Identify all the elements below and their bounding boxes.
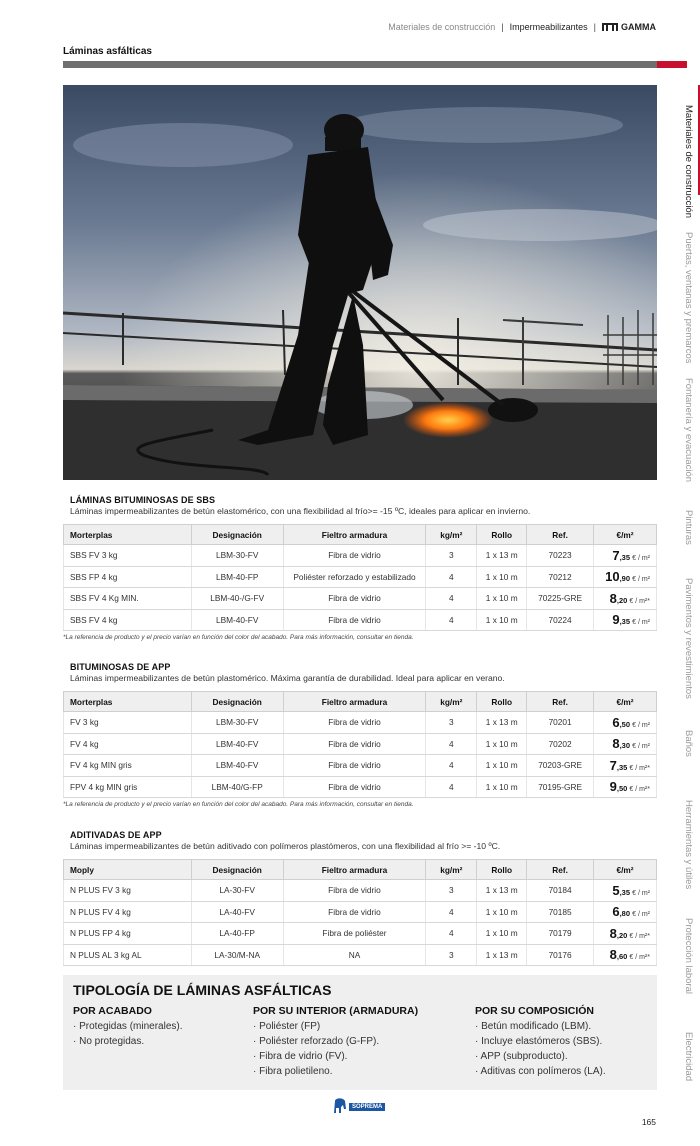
cell-ref: 70176: [527, 944, 594, 966]
product-table: [63, 691, 657, 798]
cell-name: N PLUS FV 3 kg: [64, 880, 192, 902]
cell-name: FPV 4 kg MIN gris: [64, 776, 192, 798]
col-header: Moply: [64, 860, 192, 880]
cell-kg: 4: [426, 776, 477, 798]
price-decimals: ,50: [619, 719, 633, 729]
cell-fieltro: NA: [283, 944, 426, 966]
price-integer: 8: [609, 925, 617, 941]
cell-ref: 70202: [527, 733, 594, 755]
col-header: €/m²: [594, 692, 657, 712]
breadcrumb-separator: |: [593, 22, 596, 32]
cell-name: SBS FV 4 kg: [64, 609, 192, 631]
cell-fieltro: Poliéster reforzado y estabilizado: [283, 566, 426, 588]
price-decimals: ,35: [619, 887, 633, 897]
price-unit: € / m²*: [629, 954, 650, 962]
cell-fieltro: Fibra de vidrio: [283, 545, 426, 567]
typology-item: · Fibra polietileno.: [253, 1066, 333, 1077]
cell-rollo: 1 x 10 m: [477, 901, 527, 923]
col-header: kg/m²: [426, 860, 477, 880]
price-decimals: ,20: [616, 595, 630, 605]
table-row: [64, 901, 657, 923]
price-integer: 9: [609, 779, 617, 795]
typology-heading: POR ACABADO: [73, 1005, 152, 1017]
page-title: Láminas asfálticas: [63, 46, 152, 57]
price-decimals: ,90: [619, 574, 633, 584]
cell-des: LBM-30-FV: [191, 545, 283, 567]
price-integer: 8: [612, 736, 620, 752]
cell-des: LBM-40/G-FP: [191, 776, 283, 798]
cell-kg: 4: [426, 566, 477, 588]
price-integer: 7: [609, 757, 617, 773]
col-header: Rollo: [477, 525, 527, 545]
logo-wordmark: SOPREMA: [349, 1103, 385, 1111]
price-unit: € / m²*: [629, 786, 650, 794]
price-unit: € / m²: [632, 743, 650, 751]
table-block-aditivadas: [63, 830, 657, 966]
cell-rollo: 1 x 10 m: [477, 566, 527, 588]
cell-ref: 70201: [527, 712, 594, 734]
cell-fieltro: Fibra de vidrio: [283, 609, 426, 631]
cell-fieltro: Fibra de vidrio: [283, 755, 426, 777]
typology-column-interior: [253, 1005, 418, 1079]
brand-logo: [602, 22, 656, 32]
price-decimals: ,20: [616, 930, 630, 940]
price-integer: 8: [609, 947, 617, 963]
cell-fieltro: Fibra de vidrio: [283, 733, 426, 755]
cell-rollo: 1 x 10 m: [477, 923, 527, 945]
price-unit: € / m²: [632, 554, 650, 562]
col-header: Designación: [191, 860, 283, 880]
cell-price: [594, 733, 657, 755]
cell-name: FV 4 kg: [64, 733, 192, 755]
cell-name: N PLUS FV 4 kg: [64, 901, 192, 923]
col-header: Fieltro armadura: [283, 692, 426, 712]
breadcrumb-impermeabilizantes[interactable]: Impermeabilizantes: [509, 22, 588, 32]
cell-name: SBS FP 4 kg: [64, 566, 192, 588]
table-row: [64, 776, 657, 798]
table-header-row: [64, 692, 657, 712]
typology-heading: POR SU COMPOSICIÓN: [475, 1005, 595, 1017]
table-row: [64, 923, 657, 945]
col-header: Morterplas: [64, 692, 192, 712]
table-row: [64, 566, 657, 588]
col-header: kg/m²: [426, 525, 477, 545]
cell-name: N PLUS FP 4 kg: [64, 923, 192, 945]
cell-kg: 3: [426, 545, 477, 567]
price-decimals: ,35: [619, 552, 633, 562]
cell-ref: 70223: [527, 545, 594, 567]
table-description: Láminas impermeabilizantes de betún aditivado con polímeros plastómeros, con una flexibilidad al frío >= -10 ºC.: [70, 841, 501, 851]
cell-price: [594, 545, 657, 567]
table-row: [64, 588, 657, 610]
table-title: ADITIVADAS DE APP: [70, 830, 162, 840]
cell-name: SBS FV 4 Kg MIN.: [64, 588, 192, 610]
page-number: 165: [641, 1117, 656, 1127]
cell-rollo: 1 x 13 m: [477, 712, 527, 734]
cell-des: LBM-30-FV: [191, 712, 283, 734]
col-header: Ref.: [527, 860, 594, 880]
price-decimals: ,35: [616, 762, 630, 772]
side-tab-fontaneria[interactable]: Fontanería y evacuación: [683, 378, 694, 483]
cell-price: [594, 901, 657, 923]
price-decimals: ,60: [616, 952, 630, 962]
table-row: [64, 944, 657, 966]
price-decimals: ,30: [619, 741, 633, 751]
cell-kg: 3: [426, 712, 477, 734]
cell-des: LA-30/M-NA: [191, 944, 283, 966]
cell-kg: 4: [426, 733, 477, 755]
side-tab-herramientas[interactable]: Herramientas y útiles: [683, 800, 694, 890]
typology-item: · Aditivas con polímeros (LA).: [475, 1066, 606, 1077]
cell-des: LBM-40-FV: [191, 609, 283, 631]
side-tab-banos[interactable]: Baños: [683, 730, 694, 757]
cell-ref: 70225-GRE: [527, 588, 594, 610]
cell-rollo: 1 x 10 m: [477, 609, 527, 631]
cell-fieltro: Fibra de vidrio: [283, 776, 426, 798]
cell-fieltro: Fibra de vidrio: [283, 588, 426, 610]
price-decimals: ,50: [616, 784, 630, 794]
breadcrumb-materiales[interactable]: Materiales de construcción: [388, 22, 496, 32]
side-tab-pavimentos[interactable]: Pavimentos y revestimientos: [683, 578, 694, 699]
roofer-silhouette-image: [63, 85, 657, 480]
cell-kg: 3: [426, 944, 477, 966]
cell-name: FV 3 kg: [64, 712, 192, 734]
cell-price: [594, 776, 657, 798]
table-row: [64, 545, 657, 567]
breadcrumb-separator: |: [501, 22, 504, 32]
table-description: Láminas impermeabilizantes de betún elastomérico, con una flexibilidad al frío>= -15 ºC, ideales para aplicar en invierno.: [70, 506, 531, 516]
cell-rollo: 1 x 13 m: [477, 545, 527, 567]
cell-kg: 4: [426, 923, 477, 945]
price-unit: € / m²: [632, 619, 650, 627]
typology-item: · Poliéster (FP): [253, 1021, 321, 1032]
cell-des: LBM-40-FP: [191, 566, 283, 588]
price-unit: € / m²: [632, 889, 650, 897]
price-integer: 7: [612, 547, 620, 563]
cell-ref: 70224: [527, 609, 594, 631]
col-header: Designación: [191, 525, 283, 545]
table-footnote: *La referencia de producto y el precio varían en función del color del acabado. Para más información, consultar en tienda.: [63, 801, 414, 808]
typology-column-acabado: [73, 1005, 182, 1049]
cell-des: LA-30-FV: [191, 880, 283, 902]
typology-item: · Fibra de vidrio (FV).: [253, 1051, 348, 1062]
cell-price: [594, 755, 657, 777]
side-tab-puertas[interactable]: Puertas, ventanas y premarcos: [683, 232, 694, 364]
col-header: Ref.: [527, 525, 594, 545]
side-tab-pinturas[interactable]: Pinturas: [683, 510, 694, 545]
cell-des: LA-40-FP: [191, 923, 283, 945]
title-divider: [63, 61, 657, 68]
typology-column-composicion: [475, 1005, 606, 1079]
cell-rollo: 1 x 13 m: [477, 880, 527, 902]
table-row: [64, 733, 657, 755]
price-unit: € / m²*: [629, 932, 650, 940]
typology-box: [63, 975, 657, 1090]
table-row: [64, 755, 657, 777]
price-unit: € / m²: [632, 576, 650, 584]
roofer-photo: [63, 85, 657, 480]
typology-item: · Protegidas (minerales).: [73, 1021, 183, 1032]
price-integer: 6: [612, 904, 620, 920]
cell-kg: 4: [426, 901, 477, 923]
table-description: Láminas impermeabilizantes de betún plastomérico. Máxima garantía de durabilidad. Ideal para aplicar en verano.: [70, 673, 505, 683]
elephant-icon: [333, 1097, 347, 1115]
price-unit: € / m²*: [629, 597, 650, 605]
cell-rollo: 1 x 13 m: [477, 944, 527, 966]
cell-ref: 70184: [527, 880, 594, 902]
col-header: Designación: [191, 692, 283, 712]
col-header: €/m²: [594, 525, 657, 545]
price-decimals: ,80: [619, 909, 633, 919]
col-header: kg/m²: [426, 692, 477, 712]
typology-item: · No protegidas.: [73, 1036, 145, 1047]
cell-ref: 70212: [527, 566, 594, 588]
brand-mark-icon: [602, 23, 618, 31]
price-integer: 8: [609, 590, 617, 606]
cell-rollo: 1 x 10 m: [477, 588, 527, 610]
cell-price: [594, 944, 657, 966]
cell-name: FV 4 kg MIN gris: [64, 755, 192, 777]
table-footnote: *La referencia de producto y el precio varían en función del color del acabado. Para más información, consultar en tienda.: [63, 634, 414, 641]
side-tab-electricidad[interactable]: Electricidad: [683, 1032, 694, 1082]
cell-price: [594, 712, 657, 734]
typology-item: · Poliéster reforzado (G-FP).: [253, 1036, 380, 1047]
price-integer: 10: [605, 569, 620, 585]
col-header: Ref.: [527, 692, 594, 712]
cell-ref: 70179: [527, 923, 594, 945]
table-block-sbs: [63, 495, 657, 641]
side-tab-materiales[interactable]: Materiales de construcción: [683, 105, 694, 218]
typology-item: · Betún modificado (LBM).: [475, 1021, 592, 1032]
cell-kg: 4: [426, 609, 477, 631]
table-header-row: [64, 525, 657, 545]
table-row: [64, 880, 657, 902]
price-unit: € / m²: [632, 911, 650, 919]
col-header: Fieltro armadura: [283, 860, 426, 880]
cell-price: [594, 566, 657, 588]
table-title: LÁMINAS BITUMINOSAS DE SBS: [70, 495, 216, 505]
product-table: [63, 524, 657, 631]
cell-name: SBS FV 3 kg: [64, 545, 192, 567]
cell-kg: 4: [426, 588, 477, 610]
cell-ref: 70195-GRE: [527, 776, 594, 798]
col-header: Fieltro armadura: [283, 525, 426, 545]
typology-item: · Incluye elastómeros (SBS).: [475, 1036, 603, 1047]
price-integer: 5: [612, 882, 620, 898]
cell-des: LBM-40-FV: [191, 755, 283, 777]
soprema-logo: [333, 1097, 385, 1115]
cell-des: LA-40-FV: [191, 901, 283, 923]
price-decimals: ,35: [619, 617, 633, 627]
col-header: €/m²: [594, 860, 657, 880]
top-breadcrumb: [388, 22, 656, 32]
cell-rollo: 1 x 10 m: [477, 776, 527, 798]
cell-ref: 70203-GRE: [527, 755, 594, 777]
cell-rollo: 1 x 10 m: [477, 755, 527, 777]
cell-name: N PLUS AL 3 kg AL: [64, 944, 192, 966]
cell-ref: 70185: [527, 901, 594, 923]
cell-kg: 4: [426, 755, 477, 777]
typology-title: TIPOLOGÍA DE LÁMINAS ASFÁLTICAS: [73, 982, 332, 998]
cell-rollo: 1 x 10 m: [477, 733, 527, 755]
cell-des: LBM-40-/G-FV: [191, 588, 283, 610]
table-header-row: [64, 860, 657, 880]
cell-fieltro: Fibra de vidrio: [283, 712, 426, 734]
cell-fieltro: Fibra de poliéster: [283, 923, 426, 945]
table-title: BITUMINOSAS DE APP: [70, 662, 171, 672]
cell-price: [594, 923, 657, 945]
price-unit: € / m²: [632, 721, 650, 729]
cell-des: LBM-40-FV: [191, 733, 283, 755]
cell-price: [594, 588, 657, 610]
table-row: [64, 609, 657, 631]
typology-heading: POR SU INTERIOR (ARMADURA): [253, 1005, 419, 1017]
col-header: Morterplas: [64, 525, 192, 545]
typology-item: · APP (subproducto).: [475, 1051, 568, 1062]
brand-name: GAMMA: [621, 22, 656, 32]
cell-price: [594, 880, 657, 902]
col-header: Rollo: [477, 860, 527, 880]
cell-price: [594, 609, 657, 631]
cell-fieltro: Fibra de vidrio: [283, 880, 426, 902]
col-header: Rollo: [477, 692, 527, 712]
cell-kg: 3: [426, 880, 477, 902]
side-tab-proteccion[interactable]: Protección laboral: [683, 918, 694, 995]
cell-fieltro: Fibra de vidrio: [283, 901, 426, 923]
table-row: [64, 712, 657, 734]
price-integer: 6: [612, 714, 620, 730]
price-integer: 9: [612, 612, 620, 628]
table-block-app: [63, 662, 657, 808]
product-table: [63, 859, 657, 966]
price-unit: € / m²*: [629, 764, 650, 772]
